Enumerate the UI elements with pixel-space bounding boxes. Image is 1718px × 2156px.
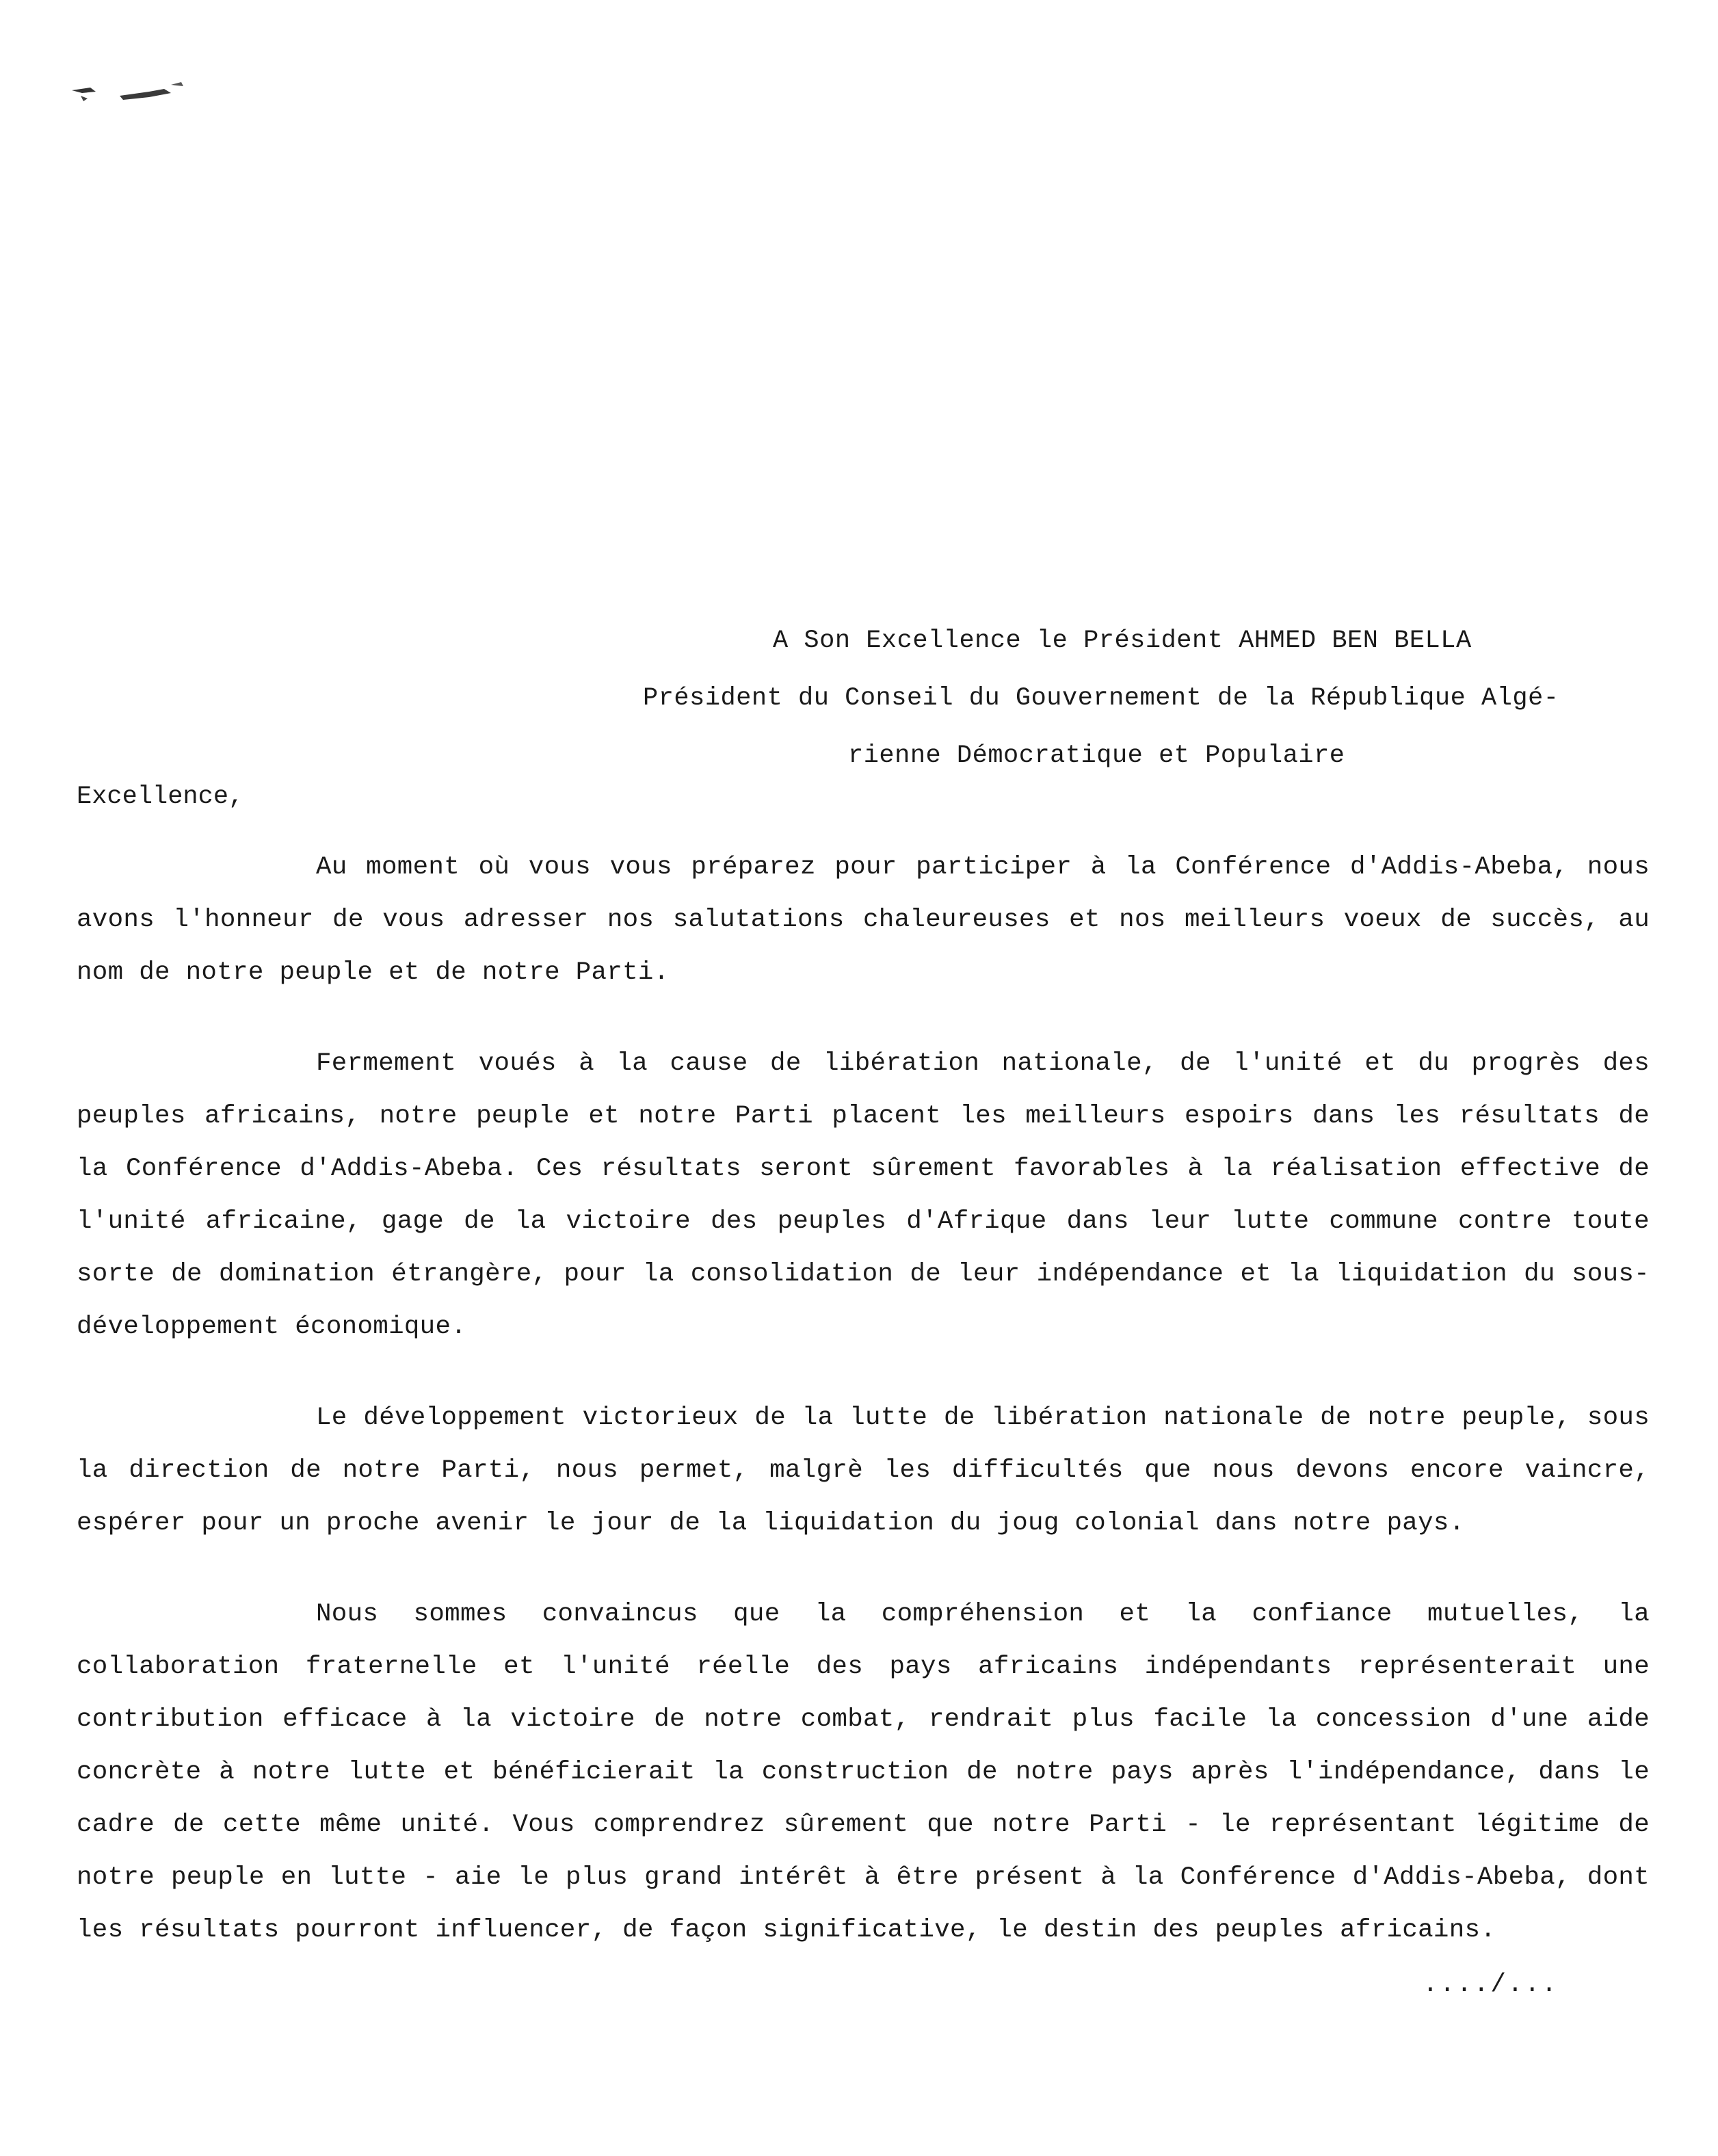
paragraph-1: Au moment où vous vous préparez pour participer à la Conférence d'Addis-Abeba, nous avons l'honneur de vous adresser nos salutations chaleureuses et nos meilleurs voeux de succès, au nom de notre peuple et de notre Parti. [77, 853, 1650, 987]
paragraph-3: Le développement victorieux de la lutte de libération nationale de notre peuple, sous la direction de notre Parti, nous permet, malgrè les difficultés que nous devons encore vaincre, espérer pour un proche avenir le jour de la liquidation du joug colonial dans notre pays. [77, 1404, 1650, 1538]
address-line-3: rienne Démocratique et Populaire [848, 741, 1345, 770]
paragraph-4: Nous sommes convaincus que la compréhension et la confiance mutuelles, la collaboration fraternelle et l'unité réelle des pays africains indépendants représenterait une contribution efficace à la victoire de notre combat, rendrait plus facile la concession d'une aide concrète à notre lutte et bénéficierait la construction de notre pays après l'indépendance, dans le cadre de cette même unité. Vous comprendrez sûrement que notre Parti - le représentant légitime de notre peuple en lutte - aie le plus grand intérêt à être présent à la Conférence d'Addis-Abeba, dont les résultats pourront influencer, de façon significative, le destin des peuples africains. [77, 1600, 1650, 1945]
recipient-address [643, 612, 1641, 785]
address-line-1: A Son Excellence le Président AHMED BEN BELLA [773, 627, 1472, 655]
address-line-2: Président du Conseil du Gouvernement de la République Algé- [643, 684, 1559, 713]
paragraph-2: Fermement voués à la cause de libération nationale, de l'unité et du progrès des peuples africains, notre peuple et notre Parti placent les meilleurs espoirs dans les résultats de la Conférence d'Addis-Abeba. Ces résultats seront sûrement favorables à la réalisation effective de l'unité africaine, gage de la victoire des peuples d'Afrique dans leur lutte commune contre toute sorte de domination étrangère, pour la consolidation de leur indépendance et la liquidation du sous-développement économique. [77, 1049, 1650, 1341]
ink-smudge-mark [68, 75, 191, 109]
continuation-mark: ..../... [1423, 1970, 1559, 1999]
salutation: Excellence, [77, 783, 244, 811]
letter-body [77, 841, 1650, 1995]
